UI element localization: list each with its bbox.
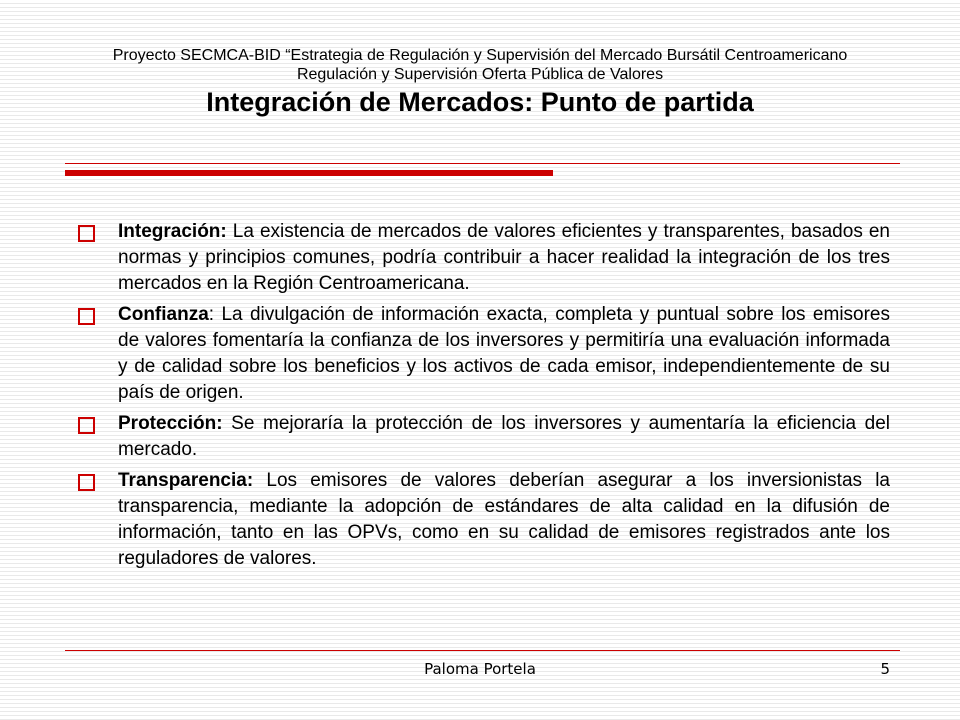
slide-header [60,46,900,118]
footer-divider [65,650,900,651]
bullet-term: Integración: [118,221,227,242]
bullet-list [72,219,890,577]
bullet-text: Se mejoraría la protección de los inversores y aumentaría la eficiencia del mercado. [118,413,890,460]
square-bullet-icon [78,225,95,242]
bullet-item-transparencia [72,468,890,572]
bullet-term: Confianza [118,304,209,325]
title-divider-thick [65,170,553,176]
title-divider-thin [65,163,900,164]
bullet-text: La existencia de mercados de valores eficientes y transparentes, basados en normas y principios comunes, podría contribuir a hacer realidad la integración de los tres mercados en la Región Centroamericana. [118,221,890,294]
project-subtitle: Proyecto SECMCA-BID “Estrategia de Regulación y Supervisión del Mercado Bursátil Centroamericano [112,47,848,64]
square-bullet-icon [78,417,95,434]
bullet-text: : La divulgación de información exacta, completa y puntual sobre los emisores de valores fomentaría la confianza de los inversores y permitiría una evaluación informada y de calidad sobre los beneficios y los activos de cada emisor, independientemente de su país de origen. [118,304,890,403]
footer-author: Paloma Portela [424,660,536,678]
bullet-item-confianza [72,302,890,406]
bullet-text: Los emisores de valores deberían asegurar a los inversionistas la transparencia, mediante la adopción de estándares de alta calidad en la difusión de información, tanto en las OPVs, como en su calidad de emisores registrados ante los reguladores de valores. [118,470,890,569]
page-number: 5 [880,660,890,678]
section-subtitle: Regulación y Supervisión Oferta Pública de Valores [296,66,664,83]
bullet-item-integracion [72,219,890,297]
slide-title: Integración de Mercados: Punto de partida [206,87,754,117]
bullet-item-proteccion [72,411,890,463]
square-bullet-icon [78,308,95,325]
bullet-term: Transparencia: [118,470,254,491]
bullet-term: Protección: [118,413,223,434]
square-bullet-icon [78,474,95,491]
